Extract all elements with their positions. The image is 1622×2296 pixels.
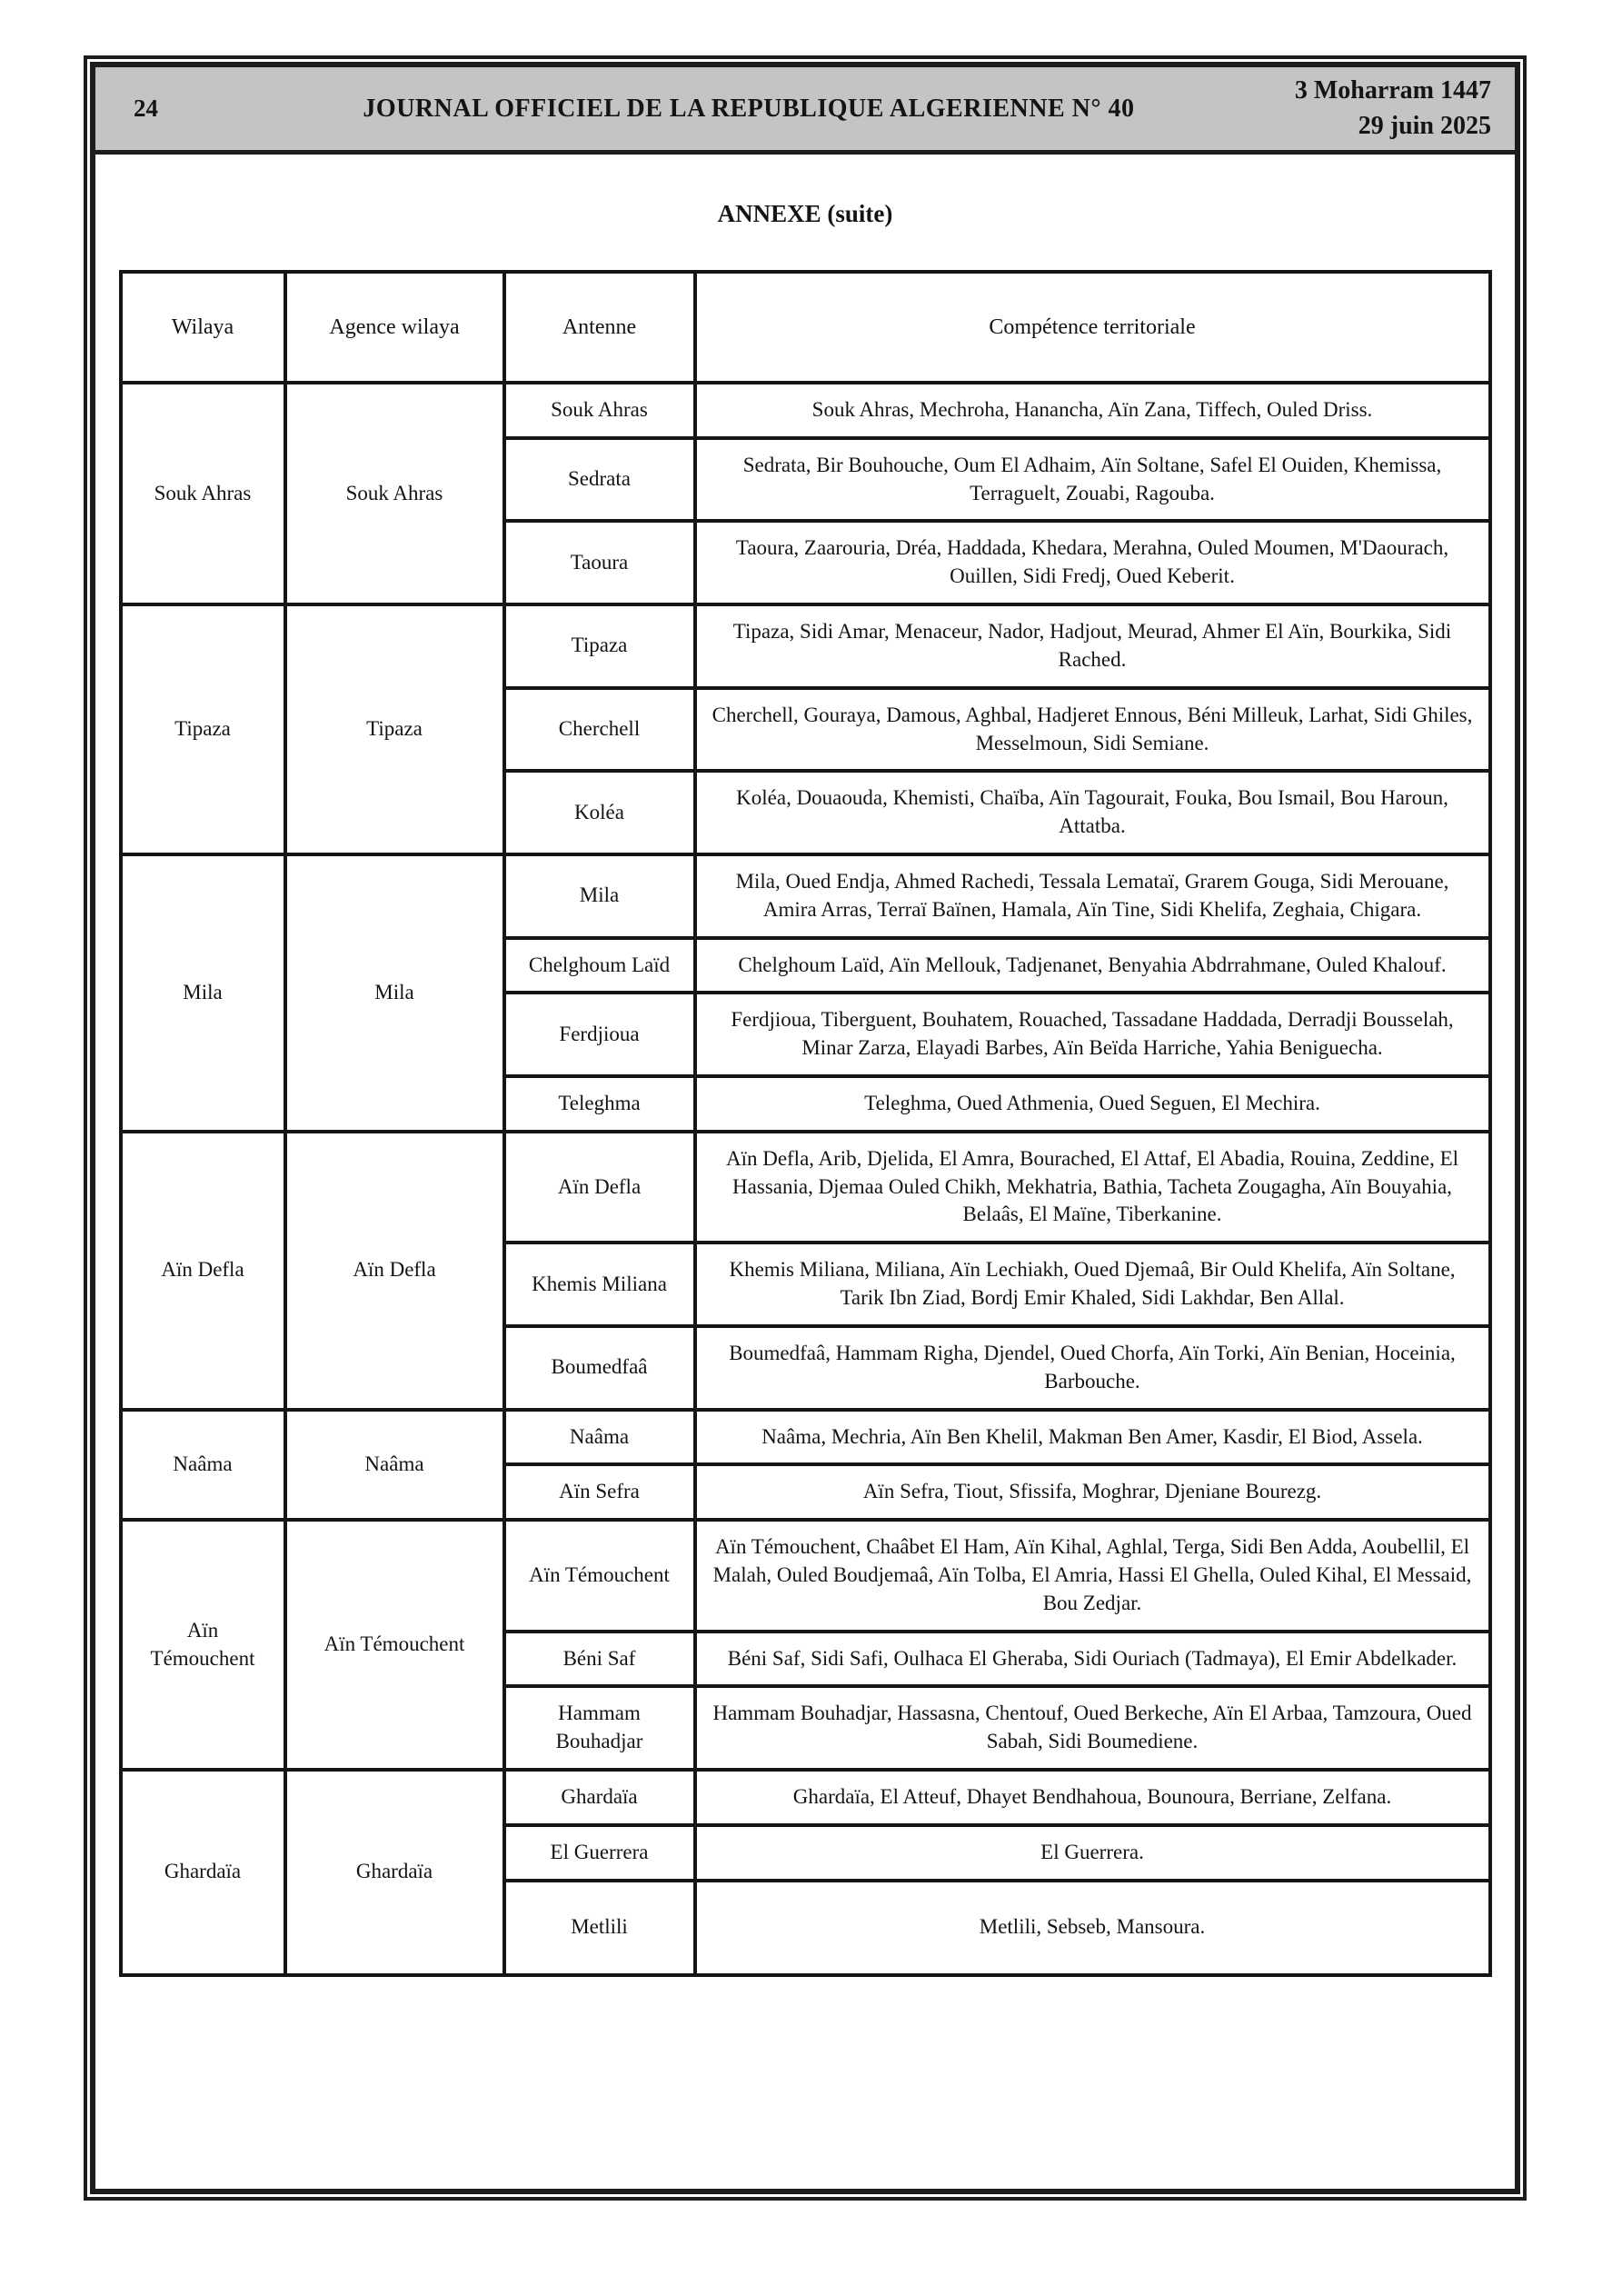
competence-cell: Boumedfaâ, Hammam Righa, Djendel, Oued Chorfa, Aïn Torki, Aïn Benian, Hoceinia, Barbouche. — [695, 1326, 1490, 1410]
competence-cell: Ferdjioua, Tiberguent, Bouhatem, Rouached, Tassadane Haddada, Derradji Bousselah, Minar Zarza, Elayadi Barbes, Aïn Beïda Harriche, Yahia Beniguecha. — [695, 993, 1490, 1076]
antenne-cell: Tipaza — [504, 604, 695, 688]
antenne-cell: Ghardaïa — [504, 1770, 695, 1825]
antenne-cell: Sedrata — [504, 438, 695, 522]
table-row — [121, 1770, 1490, 1825]
competence-cell: Cherchell, Gouraya, Damous, Aghbal, Hadjeret Ennous, Béni Milleuk, Larhat, Sidi Ghiles, Messelmoun, Sidi Semiane. — [695, 688, 1490, 772]
competence-cell: Sedrata, Bir Bouhouche, Oum El Adhaim, Aïn Soltane, Safel El Ouiden, Khemissa, Terraguelt, Zouabi, Ragouba. — [695, 438, 1490, 522]
antenne-cell: Béni Saf — [504, 1632, 695, 1687]
competence-cell: Souk Ahras, Mechroha, Hanancha, Aïn Zana, Tiffech, Ouled Driss. — [695, 383, 1490, 438]
competence-cell: Naâma, Mechria, Aïn Ben Khelil, Makman Ben Amer, Kasdir, El Biod, Assela. — [695, 1410, 1490, 1465]
antenne-cell: Teleghma — [504, 1076, 695, 1132]
antenne-cell: Souk Ahras — [504, 383, 695, 438]
journal-title: JOURNAL OFFICIEL DE LA REPUBLIQUE ALGERIENNE N° 40 — [363, 94, 1135, 123]
wilaya-cell: Naâma — [121, 1410, 285, 1521]
agence-wilaya-cell: Aïn Defla — [285, 1132, 504, 1410]
antenne-cell: Aïn Sefra — [504, 1464, 695, 1520]
table-row — [121, 1132, 1490, 1243]
competence-cell: Aïn Sefra, Tiout, Sfissifa, Moghrar, Djeniane Bourezg. — [695, 1464, 1490, 1520]
antenne-cell: El Guerrera — [504, 1825, 695, 1881]
annex-title: ANNEXE (suite) — [717, 200, 893, 227]
agence-wilaya-cell: Ghardaïa — [285, 1770, 504, 1975]
table-row — [121, 854, 1490, 938]
competence-cell: Aïn Témouchent, Chaâbet El Ham, Aïn Kihal, Aghlal, Terga, Sidi Ben Adda, Aoubellil, El Malah, Ouled Boudjemaâ, Aïn Tolba, El Amria, Hassi El Ghella, Ouled Kihal, El Messaid, Bou Zedjar. — [695, 1520, 1490, 1631]
agence-wilaya-cell: Tipaza — [285, 604, 504, 854]
antenne-cell: Boumedfaâ — [504, 1326, 695, 1410]
page-frame-inner — [90, 62, 1520, 2194]
competence-cell: Khemis Miliana, Miliana, Aïn Lechiakh, Oued Djemaâ, Bir Ould Khelifa, Aïn Soltane, Tarik Ibn Ziad, Bordj Emir Khaled, Sidi Lakhdar, Ben Allal. — [695, 1243, 1490, 1326]
page-frame — [84, 55, 1527, 2201]
competence-cell: Taoura, Zaarouria, Dréa, Haddada, Khedara, Merahna, Ouled Moumen, M'Daourach, Ouillen, Sidi Fredj, Oued Keberit. — [695, 521, 1490, 604]
competence-cell: Béni Saf, Sidi Safi, Oulhaca El Gheraba, Sidi Ouriach (Tadmaya), El Emir Abdelkader. — [695, 1632, 1490, 1687]
table-row — [121, 604, 1490, 688]
issue-dates — [1255, 74, 1491, 144]
antenne-cell: Metlili — [504, 1881, 695, 1975]
date-hijri: 3 Moharram 1447 — [1294, 75, 1491, 105]
wilaya-cell: Tipaza — [121, 604, 285, 854]
competence-cell: Chelghoum Laïd, Aïn Mellouk, Tadjenanet, Benyahia Abdrrahmane, Ouled Khalouf. — [695, 938, 1490, 993]
antenne-cell: Chelghoum Laïd — [504, 938, 695, 993]
competence-cell: Aïn Defla, Arib, Djelida, El Amra, Bourached, El Attaf, El Abadia, Rouina, Zeddine, El Hassania, Djemaa Ouled Chikh, Mekhatria, Bathia, Tacheta Zougagha, Aïn Bouyahia, Belaâs, El Maïne, Tiberkanine. — [695, 1132, 1490, 1243]
col-header-antenne: Antenne — [504, 272, 695, 383]
competence-cell: Koléa, Douaouda, Khemisti, Chaïba, Aïn Tagourait, Fouka, Bou Ismail, Bou Haroun, Attatba. — [695, 771, 1490, 854]
antenne-cell: Mila — [504, 854, 695, 938]
competence-cell: Mila, Oued Endja, Ahmed Rachedi, Tessala Lemataï, Grarem Gouga, Sidi Merouane, Amira Arras, Terraï Baïnen, Hamala, Aïn Tine, Sidi Khelifa, Zeghaia, Chigara. — [695, 854, 1490, 938]
table-row — [121, 1520, 1490, 1631]
antenne-cell: Aïn Témouchent — [504, 1520, 695, 1631]
antenne-cell: Aïn Defla — [504, 1132, 695, 1243]
table-row — [121, 1410, 1490, 1465]
competence-cell: Ghardaïa, El Atteuf, Dhayet Bendhahoua, Bounoura, Berriane, Zelfana. — [695, 1770, 1490, 1825]
table-header-row — [121, 272, 1490, 383]
antenne-cell: Taoura — [504, 521, 695, 604]
competence-cell: Hammam Bouhadjar, Hassasna, Chentouf, Oued Berkeche, Aïn El Arbaa, Tamzoura, Oued Sabah, Sidi Boumediene. — [695, 1686, 1490, 1770]
agence-wilaya-cell: Naâma — [285, 1410, 504, 1521]
col-header-agence-wilaya: Agence wilaya — [285, 272, 504, 383]
antenne-cell: Cherchell — [504, 688, 695, 772]
competence-cell: El Guerrera. — [695, 1825, 1490, 1881]
territorial-competence-table — [119, 270, 1492, 1977]
competence-cell: Teleghma, Oued Athmenia, Oued Seguen, El Mechira. — [695, 1076, 1490, 1132]
date-gregorian: 29 juin 2025 — [1358, 111, 1491, 140]
journal-masthead — [95, 67, 1515, 155]
wilaya-cell: Souk Ahras — [121, 383, 285, 604]
antenne-cell: Ferdjioua — [504, 993, 695, 1076]
antenne-cell: Naâma — [504, 1410, 695, 1465]
agence-wilaya-cell: Souk Ahras — [285, 383, 504, 604]
wilaya-cell: Ghardaïa — [121, 1770, 285, 1975]
wilaya-cell: Aïn Defla — [121, 1132, 285, 1410]
competence-cell: Tipaza, Sidi Amar, Menaceur, Nador, Hadjout, Meurad, Ahmer El Aïn, Bourkika, Sidi Rached. — [695, 604, 1490, 688]
wilaya-cell: Aïn Témouchent — [121, 1520, 285, 1770]
table-row — [121, 383, 1490, 438]
antenne-cell: Koléa — [504, 771, 695, 854]
antenne-cell: Khemis Miliana — [504, 1243, 695, 1326]
col-header-wilaya: Wilaya — [121, 272, 285, 383]
agence-wilaya-cell: Mila — [285, 854, 504, 1132]
page-number: 24 — [134, 95, 158, 122]
wilaya-cell: Mila — [121, 854, 285, 1132]
antenne-cell: Hammam Bouhadjar — [504, 1686, 695, 1770]
agence-wilaya-cell: Aïn Témouchent — [285, 1520, 504, 1770]
competence-cell: Metlili, Sebseb, Mansoura. — [695, 1881, 1490, 1975]
col-header-competence-territoriale: Compétence territoriale — [695, 272, 1490, 383]
